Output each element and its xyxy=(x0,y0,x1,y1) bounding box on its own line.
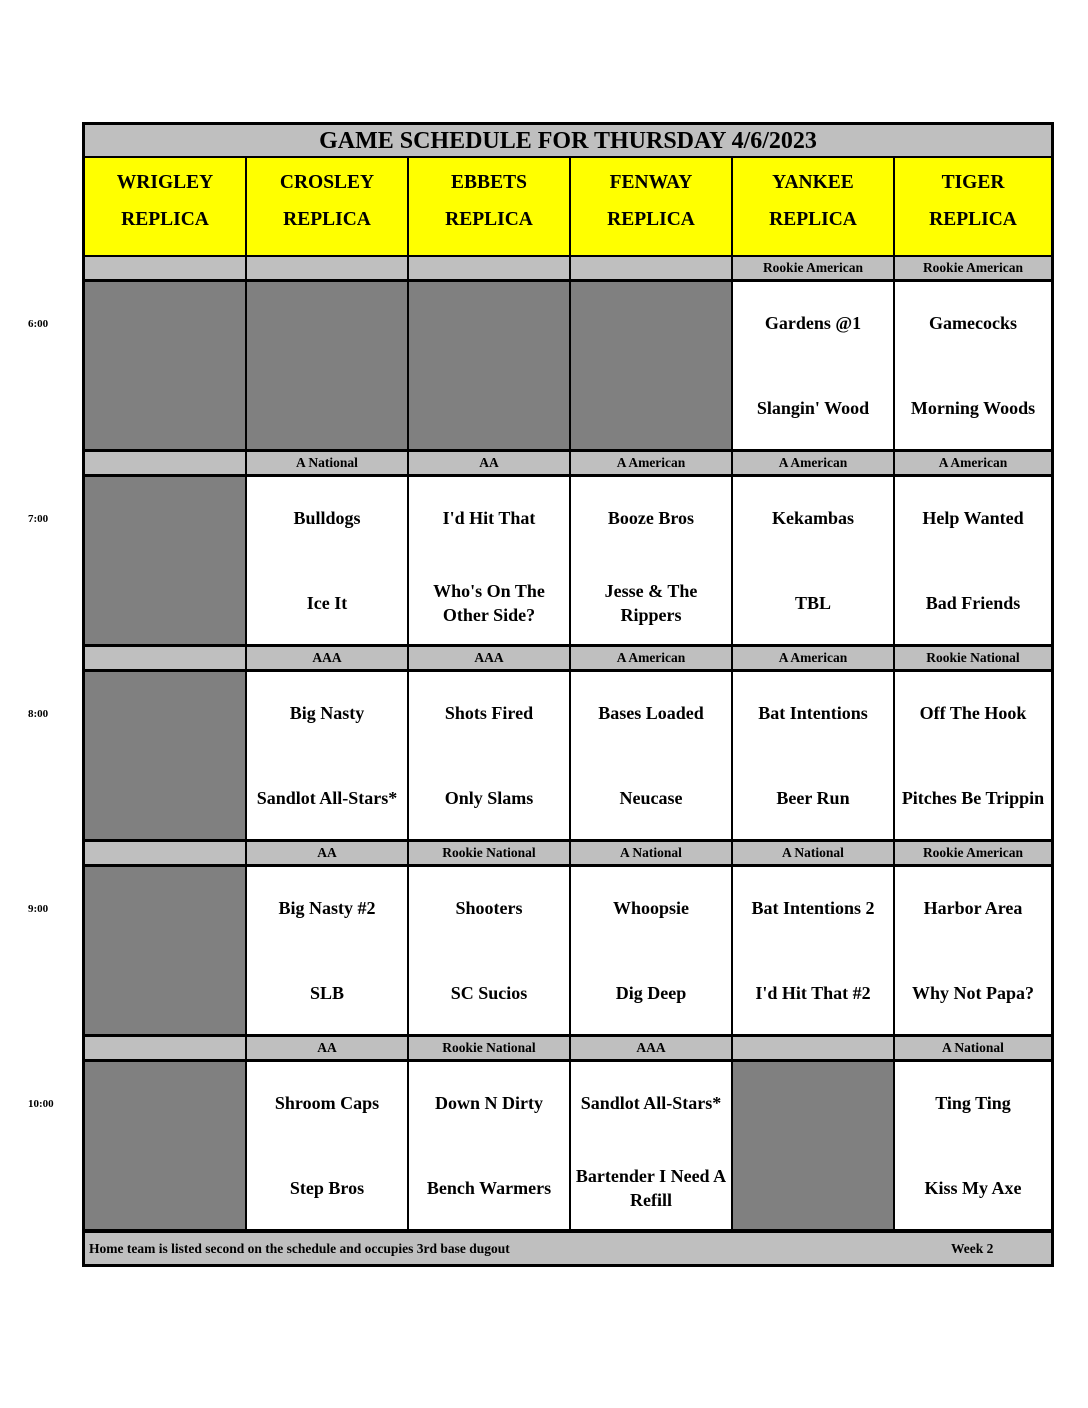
division-label xyxy=(85,842,247,867)
away-team: Shooters xyxy=(455,898,523,918)
game-cell xyxy=(895,672,1051,842)
field-header-row xyxy=(85,158,1051,257)
home-team: SC Sucios xyxy=(450,983,528,1003)
field-name: CROSLEY xyxy=(279,172,375,193)
away-team: Shroom Caps xyxy=(274,1093,380,1113)
home-team: Sandlot All-Stars* xyxy=(256,788,398,808)
game-cell xyxy=(409,477,571,647)
footer-note: Home team is listed second on the schedule and occupies 3rd base dugout xyxy=(89,1241,510,1256)
empty-slot xyxy=(409,282,571,452)
game-row xyxy=(85,672,1051,842)
division-row xyxy=(85,257,1051,282)
home-team: Dig Deep xyxy=(615,983,687,1003)
division-label xyxy=(733,1037,895,1062)
home-team: Bartender I Need A Refill xyxy=(575,1166,727,1210)
game-cell xyxy=(571,1062,733,1232)
away-team: Gardens @1 xyxy=(764,313,862,333)
game-row xyxy=(85,282,1051,452)
empty-slot xyxy=(85,867,247,1037)
home-team: Slangin' Wood xyxy=(756,398,870,418)
away-team: Gamecocks xyxy=(929,313,1017,333)
home-team: Neucase xyxy=(619,788,683,808)
division-label: Rookie National xyxy=(895,647,1051,672)
division-label xyxy=(85,257,247,282)
field-sub: REPLICA xyxy=(929,209,1017,230)
division-label: A National xyxy=(571,842,733,867)
game-cell xyxy=(247,477,409,647)
time-slot-block xyxy=(85,647,1051,842)
time-label: 6:00 xyxy=(28,318,49,330)
field-sub: REPLICA xyxy=(283,209,371,230)
field-sub: REPLICA xyxy=(769,209,857,230)
away-team: Bat Intentions xyxy=(758,703,868,723)
empty-slot xyxy=(85,477,247,647)
game-row xyxy=(85,867,1051,1037)
division-row xyxy=(85,452,1051,477)
schedule-footer xyxy=(85,1233,1051,1264)
game-cell xyxy=(733,477,895,647)
away-team: Sandlot All-Stars* xyxy=(580,1093,722,1113)
game-cell xyxy=(571,672,733,842)
division-row xyxy=(85,842,1051,867)
away-team: Ting Ting xyxy=(935,1093,1011,1113)
field-header-fenway xyxy=(571,158,733,257)
away-team: Shots Fired xyxy=(444,703,534,723)
away-team: Off The Hook xyxy=(919,703,1027,723)
game-cell xyxy=(895,282,1051,452)
away-team: Bulldogs xyxy=(293,508,361,528)
empty-slot xyxy=(85,672,247,842)
field-sub: REPLICA xyxy=(121,209,209,230)
time-label: 8:00 xyxy=(28,708,49,720)
time-label: 10:00 xyxy=(28,1098,54,1110)
field-name: FENWAY xyxy=(609,172,693,193)
field-name: EBBETS xyxy=(451,172,527,193)
away-team: Big Nasty #2 xyxy=(278,898,376,918)
schedule-title: GAME SCHEDULE FOR THURSDAY 4/6/2023 xyxy=(85,125,1051,158)
home-team: Ice It xyxy=(306,593,348,613)
division-label xyxy=(85,452,247,477)
field-header-ebbets xyxy=(409,158,571,257)
away-team: Booze Bros xyxy=(607,508,695,528)
game-cell xyxy=(247,672,409,842)
field-header-wrigley xyxy=(85,158,247,257)
away-team: Big Nasty xyxy=(289,703,365,723)
time-slot-block xyxy=(85,842,1051,1037)
division-label: A American xyxy=(895,452,1051,477)
division-label xyxy=(409,257,571,282)
field-header-crosley xyxy=(247,158,409,257)
division-label: A American xyxy=(571,647,733,672)
game-row xyxy=(85,1062,1051,1232)
home-team: Morning Woods xyxy=(910,398,1036,418)
division-label xyxy=(571,257,733,282)
time-slot-block xyxy=(85,452,1051,647)
away-team: Kekambas xyxy=(771,508,854,528)
home-team: Step Bros xyxy=(289,1178,365,1198)
home-team: Beer Run xyxy=(776,788,850,808)
division-label xyxy=(85,1037,247,1062)
division-label: AA xyxy=(247,1037,409,1062)
division-label: A American xyxy=(733,647,895,672)
division-label: A American xyxy=(733,452,895,477)
home-team: I'd Hit That #2 xyxy=(755,983,871,1003)
away-team: Harbor Area xyxy=(923,898,1023,918)
division-label: A National xyxy=(895,1037,1051,1062)
field-sub: REPLICA xyxy=(445,209,533,230)
division-label: A American xyxy=(571,452,733,477)
field-name: YANKEE xyxy=(772,172,854,193)
game-cell xyxy=(733,282,895,452)
home-team: Kiss My Axe xyxy=(924,1178,1022,1198)
away-team: Help Wanted xyxy=(922,508,1024,528)
home-team: Only Slams xyxy=(444,788,534,808)
division-row xyxy=(85,1037,1051,1062)
week-label: Week 2 xyxy=(951,1241,994,1256)
game-cell xyxy=(409,867,571,1037)
division-label: Rookie American xyxy=(733,257,895,282)
division-label xyxy=(85,647,247,672)
home-team: SLB xyxy=(309,983,345,1003)
division-label: Rookie National xyxy=(409,1037,571,1062)
empty-slot xyxy=(85,282,247,452)
field-header-yankee xyxy=(733,158,895,257)
division-label: A National xyxy=(733,842,895,867)
division-label: AAA xyxy=(571,1037,733,1062)
division-label: Rookie American xyxy=(895,842,1051,867)
game-cell xyxy=(247,1062,409,1232)
division-label: AA xyxy=(247,842,409,867)
home-team: Pitches Be Trippin xyxy=(901,788,1045,808)
home-team: Bad Friends xyxy=(925,593,1021,613)
empty-slot xyxy=(571,282,733,452)
game-cell xyxy=(571,867,733,1037)
away-team: Bat Intentions 2 xyxy=(751,898,875,918)
empty-slot xyxy=(85,1062,247,1232)
field-name: WRIGLEY xyxy=(116,172,214,193)
field-sub: REPLICA xyxy=(607,209,695,230)
game-cell xyxy=(733,672,895,842)
empty-slot xyxy=(733,1062,895,1232)
field-header-tiger xyxy=(895,158,1051,257)
division-label: AA xyxy=(409,452,571,477)
division-label: A National xyxy=(247,452,409,477)
schedule-table xyxy=(82,122,1054,1267)
game-cell xyxy=(733,867,895,1037)
game-cell xyxy=(571,477,733,647)
game-cell xyxy=(895,477,1051,647)
home-team: TBL xyxy=(794,593,832,613)
away-team: Down N Dirty xyxy=(435,1093,543,1113)
field-name: TIGER xyxy=(941,172,1005,193)
division-label: AAA xyxy=(247,647,409,672)
home-team: Who's On The Other Side? xyxy=(433,581,545,625)
away-team: Whoopsie xyxy=(612,898,690,918)
time-label: 7:00 xyxy=(28,513,49,525)
division-label: Rookie National xyxy=(409,842,571,867)
time-label: 9:00 xyxy=(28,903,49,915)
division-row xyxy=(85,647,1051,672)
game-cell xyxy=(895,1062,1051,1232)
game-cell xyxy=(409,1062,571,1232)
away-team: I'd Hit That xyxy=(442,508,536,528)
time-slot-block xyxy=(85,1037,1051,1232)
home-team: Bench Warmers xyxy=(426,1178,552,1198)
empty-slot xyxy=(247,282,409,452)
game-cell xyxy=(895,867,1051,1037)
division-label xyxy=(247,257,409,282)
away-team: Bases Loaded xyxy=(598,703,704,723)
game-row xyxy=(85,477,1051,647)
division-label: Rookie American xyxy=(895,257,1051,282)
time-slot-block xyxy=(85,257,1051,452)
division-label: AAA xyxy=(409,647,571,672)
game-cell xyxy=(247,867,409,1037)
game-cell xyxy=(409,672,571,842)
home-team: Jesse & The Rippers xyxy=(604,581,698,625)
home-team: Why Not Papa? xyxy=(911,983,1034,1003)
